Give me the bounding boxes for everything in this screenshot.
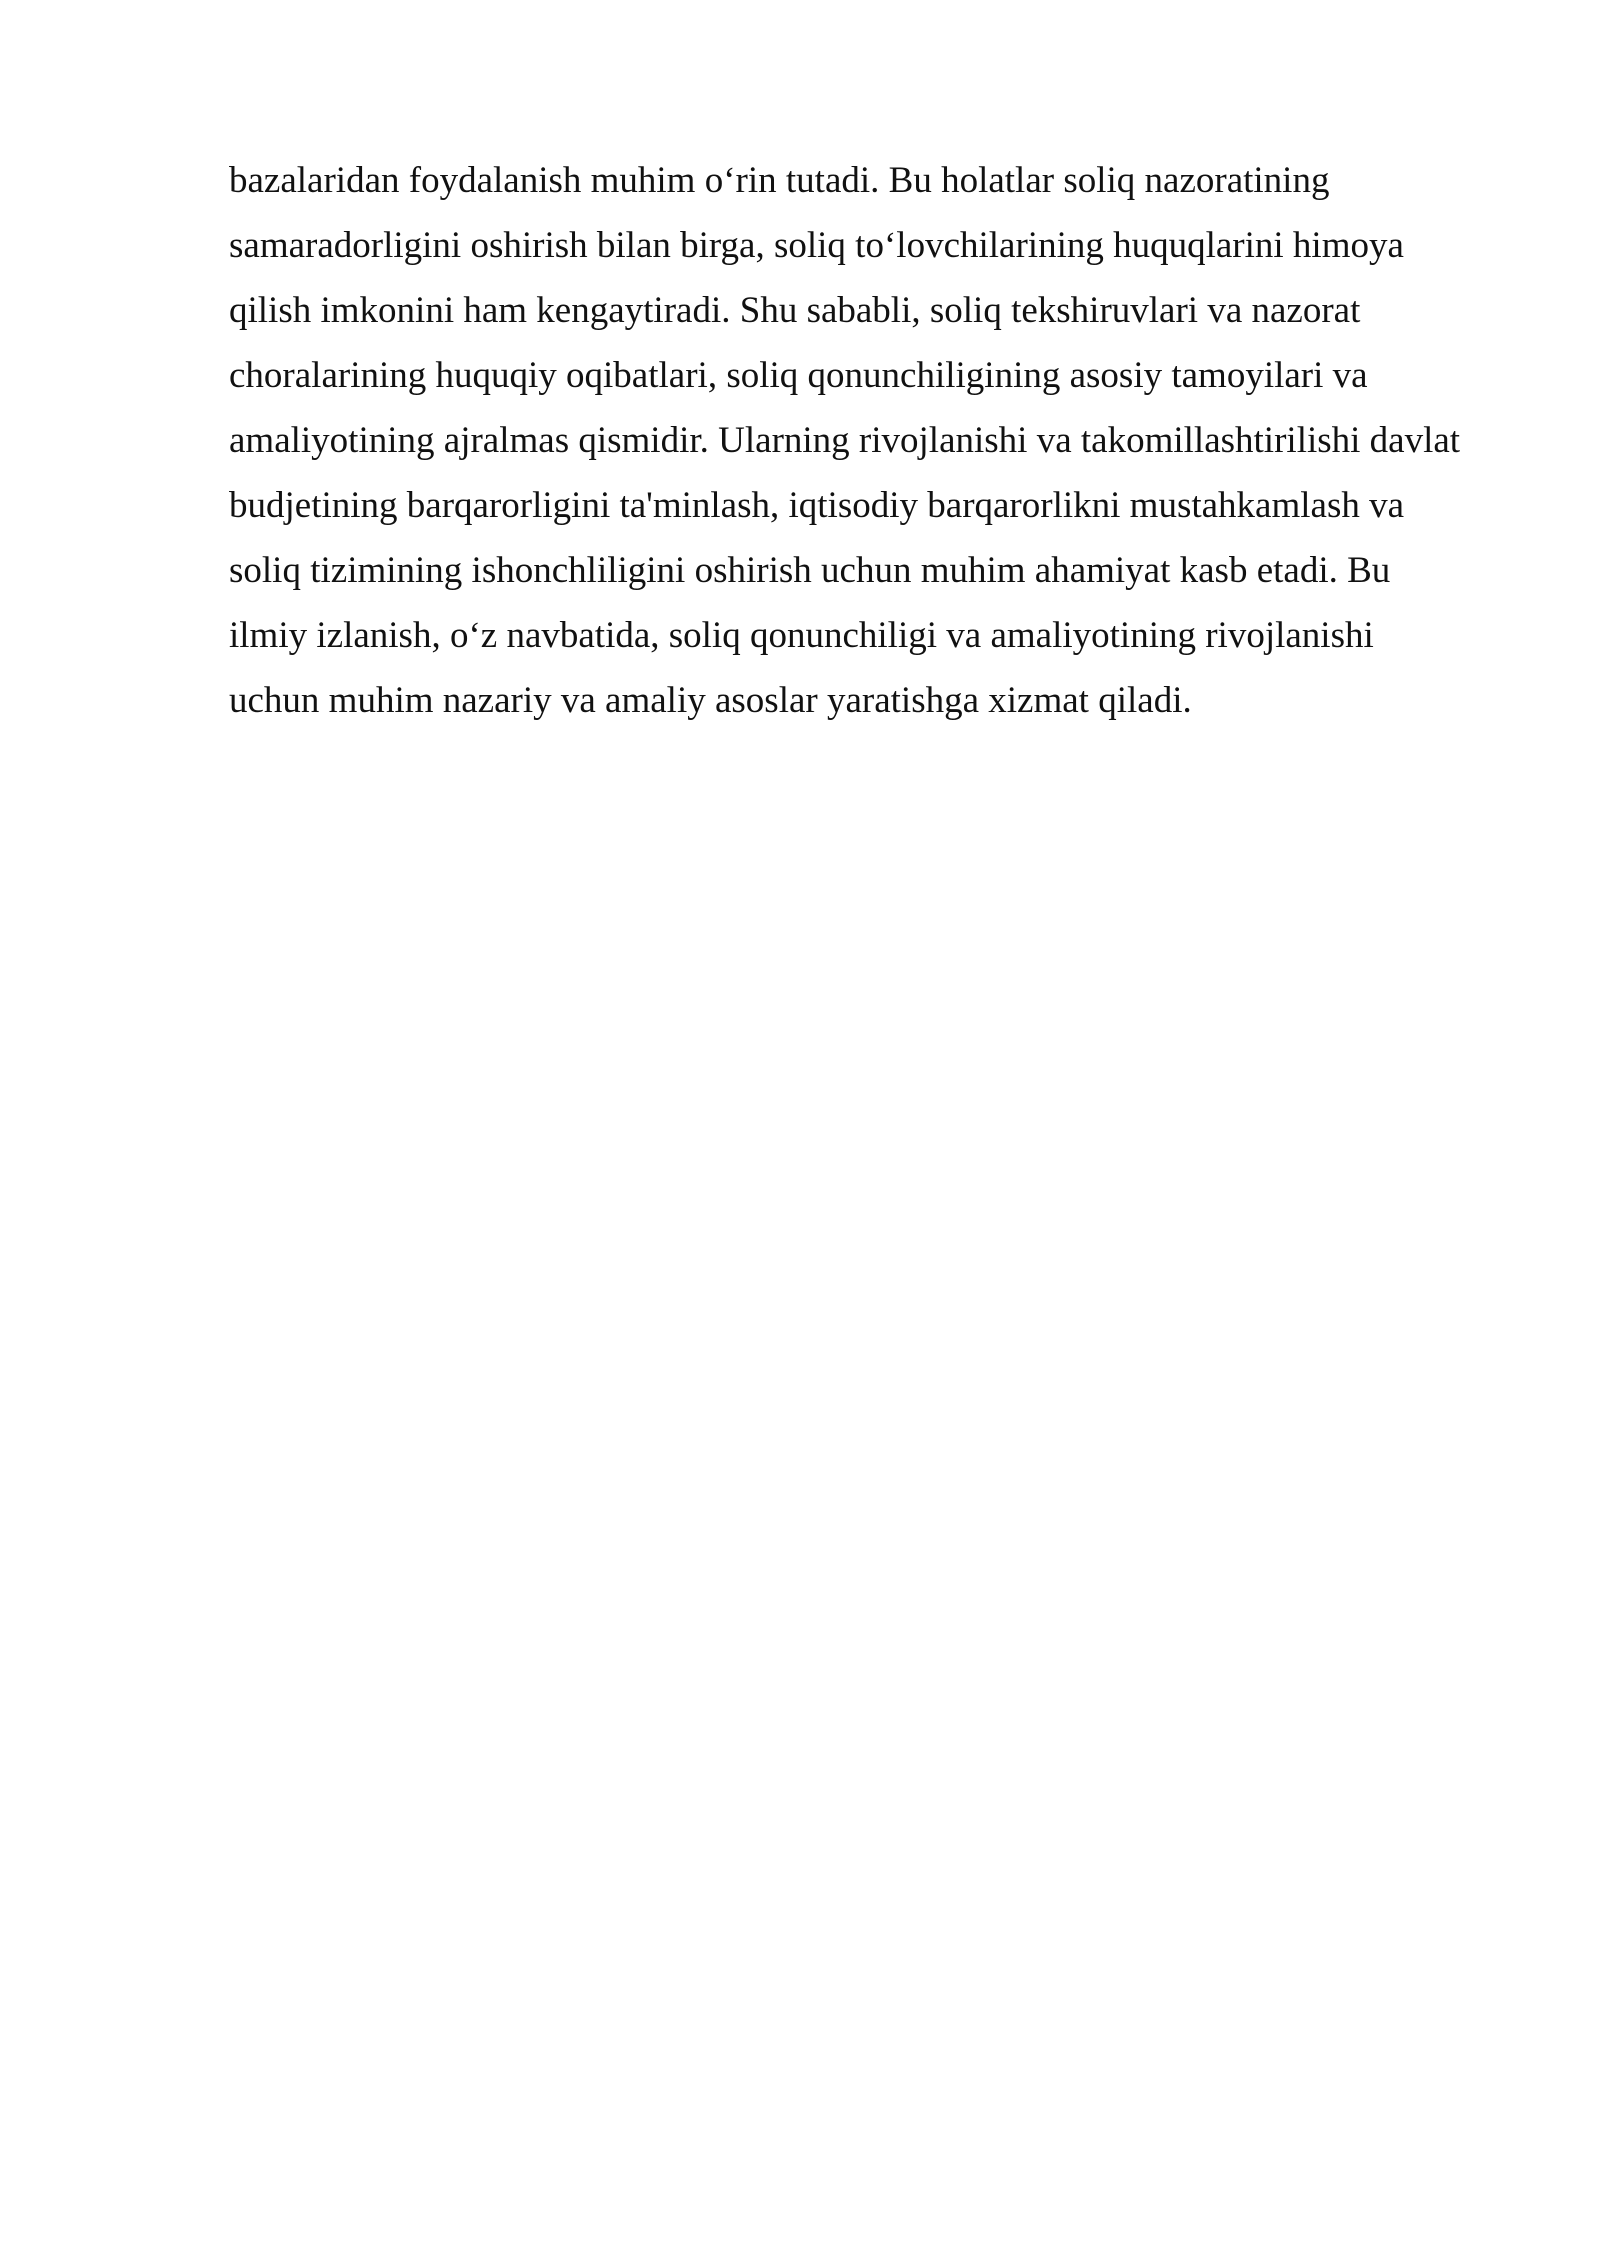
paragraph-line-8: ilmiy izlanish, o‘z navbatida, soliq qonunchiligi va amaliyotining rivojlanishi [229, 615, 1374, 656]
paragraph-line-3: qilish imkonini ham kengaytiradi. Shu sababli, soliq tekshiruvlari va nazorat [229, 290, 1361, 331]
paragraph-line-7: soliq tizimining ishonchliligini oshirish uchun muhim ahamiyat kasb etadi. Bu [229, 550, 1391, 591]
body-paragraph [229, 148, 1519, 733]
paragraph-line-2: samaradorligini oshirish bilan birga, soliq to‘lovchilarining huquqlarini himoya [229, 225, 1404, 266]
paragraph-line-4: choralarining huquqiy oqibatlari, soliq qonunchiligining asosiy tamoyilari va [229, 355, 1368, 396]
paragraph-line-6: budjetining barqarorligini ta'minlash, iqtisodiy barqarorlikni mustahkamlash va [229, 485, 1405, 526]
paragraph-line-9: uchun muhim nazariy va amaliy asoslar yaratishga xizmat qiladi. [229, 680, 1192, 721]
paragraph-line-1: bazalaridan foydalanish muhim o‘rin tutadi. Bu holatlar soliq nazoratining [229, 160, 1330, 201]
paragraph-line-5: amaliyotining ajralmas qismidir. Ularning rivojlanishi va takomillashtirilishi davlat [229, 420, 1461, 461]
